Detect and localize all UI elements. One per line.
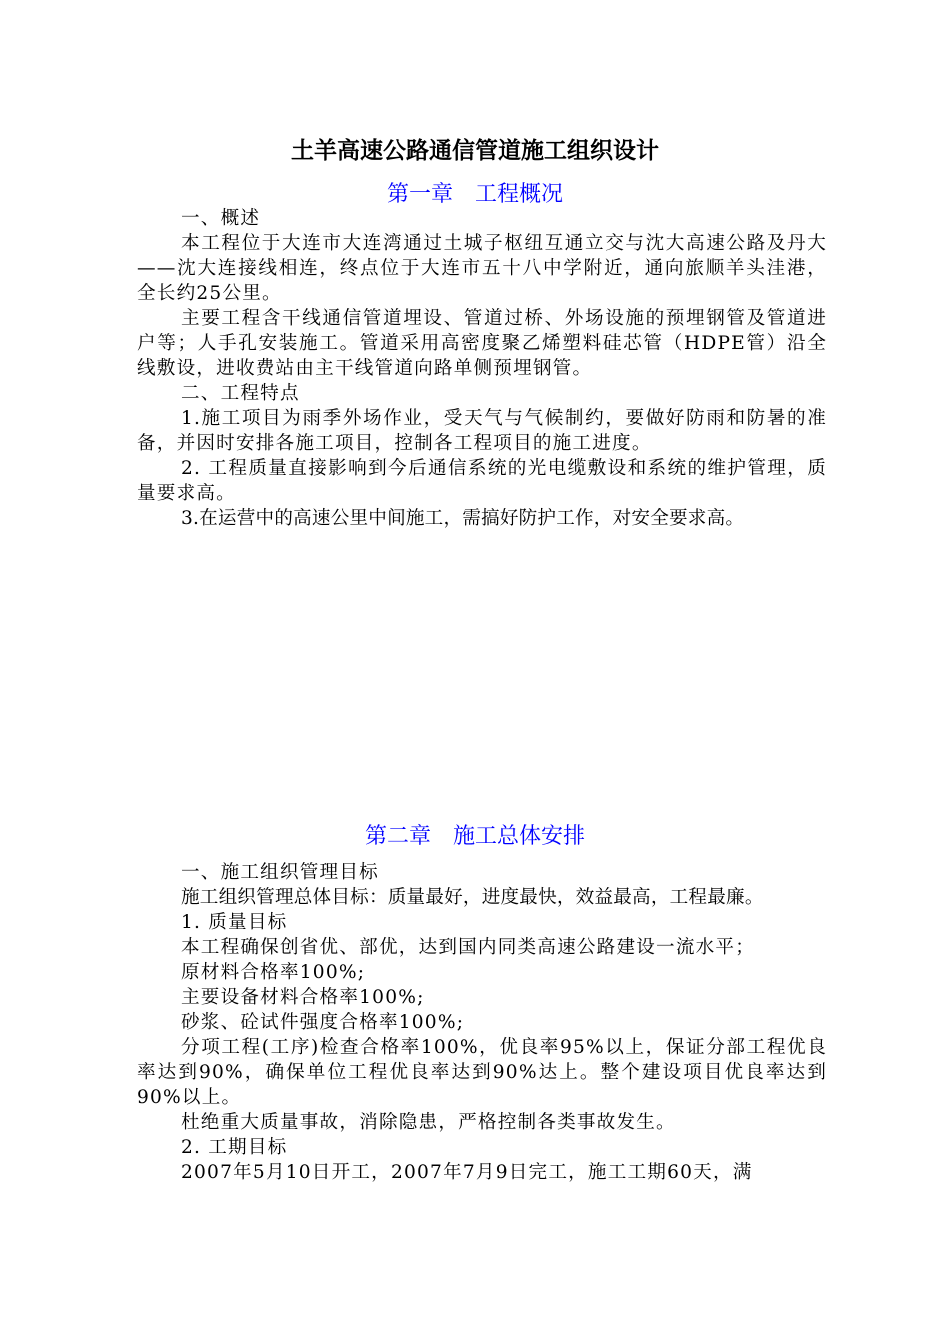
section-heading-features: 二、工程特点	[181, 383, 300, 404]
section-heading-management-goals: 一、施工组织管理目标	[181, 862, 379, 883]
body-paragraph: 分项工程(工序)检查合格率100%，优良率95%以上，保证分部工程优良率达到90%，确保单位工程优良率达到90%达上。整个建设项目优良率达到90%以上。	[137, 1037, 827, 1108]
chapter-1-heading: 第一章 工程概况	[386, 182, 563, 207]
body-paragraph: 本工程确保创省优、部优，达到国内同类高速公路建设一流水平；	[181, 937, 756, 958]
body-paragraph: 砂浆、砼试件强度合格率100%;	[181, 1012, 465, 1033]
document-title: 土羊高速公路通信管道施工组织设计	[291, 138, 659, 164]
body-paragraph: 2007年5月10日开工，2007年7月9日完工，施工工期60天，满	[181, 1162, 753, 1183]
subsection-heading-quality: 1. 质量目标	[181, 912, 288, 933]
body-paragraph: 本工程位于大连市大连湾通过土城子枢纽互通立交与沈大高速公路及丹大——沈大连接线相连，终点位于大连市五十八中学附近，通向旅顺羊头洼港，全长约25公里。	[137, 233, 827, 304]
list-item: 3.在运营中的高速公里中间施工，需搞好防护工作，对安全要求高。	[181, 508, 745, 529]
body-paragraph: 主要工程含干线通信管道埋设、管道过桥、外场设施的预埋钢管及管道进户等；人手孔安装施工。管道采用高密度聚乙烯塑料硅芯管（HDPE管）沿全线敷设，进收费站由主干线管道向路单侧预埋钢管。	[137, 308, 827, 379]
body-paragraph: 原材料合格率100%;	[181, 962, 366, 983]
body-paragraph: 杜绝重大质量事故，消除隐患，严格控制各类事故发生。	[181, 1112, 676, 1133]
list-item: 2. 工程质量直接影响到今后通信系统的光电缆敷设和系统的维护管理，质量要求高。	[137, 458, 827, 504]
list-item: 1.施工项目为雨季外场作业，受天气与气候制约，要做好防雨和防暑的准备，并因时安排各施工项目，控制各工程项目的施工进度。	[137, 408, 827, 454]
subsection-heading-schedule: 2. 工期目标	[181, 1137, 288, 1158]
chapter-1-body	[137, 206, 827, 531]
body-paragraph: 主要设备材料合格率100%;	[181, 987, 425, 1008]
section-heading-overview: 一、概述	[181, 208, 261, 229]
chapter-2-body	[137, 860, 827, 1185]
chapter-2-heading: 第二章 施工总体安排	[364, 824, 585, 849]
body-paragraph: 施工组织管理总体目标：质量最好，进度最快，效益最高，工程最廉。	[181, 887, 764, 908]
